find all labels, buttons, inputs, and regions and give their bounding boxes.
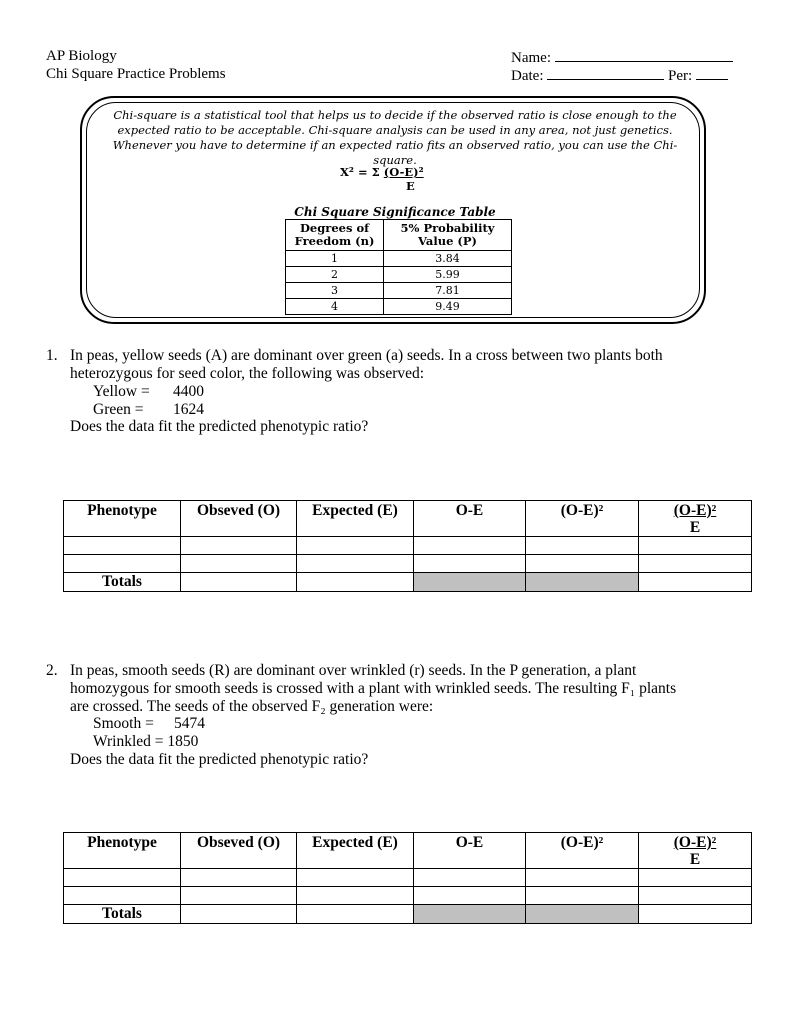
cell-o-minus-e[interactable] [414,869,526,887]
chi-square-formula [340,165,450,193]
question-2-line: homozygous for smooth seeds is crossed with a plant with wrinkled seeds. The resulting F₁ plants [70,680,677,697]
chi-square-intro: Chi-square is a statistical tool that helps us to decide if the observed ratio is close enough to the expected ratio to be acceptable. Chi-square analysis can be used in any area, not just genetics. Whenever you have to determine if an expected ratio fits an observed ratio, you can use the Chi-square. [112,108,678,167]
cell-observed[interactable] [181,555,297,573]
sig-df: 1 [286,251,384,267]
totals-label: Totals [64,573,181,592]
sig-row [286,283,512,299]
sig-df: 4 [286,299,384,315]
cell-chi-term[interactable] [639,555,752,573]
observation-value: 4400 [173,383,204,400]
col-observed: Obseved (O) [181,833,297,869]
cell-expected[interactable] [297,537,414,555]
significance-table [285,219,512,315]
cell-shaded [414,905,526,924]
sig-p: 9.49 [384,299,512,315]
table-row[interactable] [64,887,752,905]
cell-expected[interactable] [297,555,414,573]
sig-row [286,251,512,267]
col-observed: Obseved (O) [181,501,297,537]
sig-p: 7.81 [384,283,512,299]
chi-term-numerator: (O-E)² [673,502,717,519]
totals-row[interactable] [64,905,752,924]
question-1-line: heterozygous for seed color, the following was observed: [70,365,425,382]
cell-chi-term[interactable] [639,869,752,887]
col-expected: Expected (E) [297,501,414,537]
sig-p: 5.99 [384,267,512,283]
chi-term-denominator: E [689,851,701,868]
col-o-minus-e: O-E [414,833,526,869]
table-row[interactable] [64,555,752,573]
chi-term-denominator: E [689,519,701,536]
cell-expected[interactable] [297,887,414,905]
course-name: AP Biology [46,48,117,64]
cell-shaded [526,573,639,592]
sig-header-df: Degrees of Freedom (n) [286,220,384,251]
question-2-text [70,662,750,716]
sig-row [286,299,512,315]
question-2-number: 2. [46,662,58,679]
sig-header-p: 5% Probability Value (P) [384,220,512,251]
col-o-minus-e-squared: (O-E)² [526,501,639,537]
cell-chi-term[interactable] [639,537,752,555]
cell-phenotype[interactable] [64,887,181,905]
cell-o-minus-e[interactable] [414,887,526,905]
cell-phenotype[interactable] [64,537,181,555]
name-label: Name: [511,50,551,66]
cell-observed[interactable] [181,887,297,905]
col-phenotype: Phenotype [64,501,181,537]
question-1-prompt: Does the data fit the predicted phenotypic ratio? [70,418,369,435]
observation-label: Yellow = [93,383,150,400]
sig-row [286,267,512,283]
cell-o-minus-e-squared[interactable] [526,869,639,887]
date-line[interactable] [511,65,728,85]
observation-value: 1624 [173,401,204,418]
significance-table-title: Chi Square Significance Table [294,205,496,219]
period-blank[interactable] [696,65,728,80]
cell-chi-square-total[interactable] [639,905,752,924]
formula-numerator: (O-E)² [383,165,424,179]
cell-observed[interactable] [181,537,297,555]
observation-value: 5474 [174,715,205,732]
cell-o-minus-e-squared[interactable] [526,555,639,573]
question-2-observation-smooth [93,715,205,733]
chi-square-work-table-1 [63,500,752,592]
cell-o-minus-e[interactable] [414,555,526,573]
question-2-line: In peas, smooth seeds (R) are dominant over wrinkled (r) seeds. In the P generation, a plant [70,662,637,679]
observation-value: 1850 [167,733,199,750]
table-row[interactable] [64,537,752,555]
formula-lhs: X² = Σ [340,165,380,179]
cell-expected-total[interactable] [297,573,414,592]
question-2-observation-wrinkled [93,733,198,751]
formula-denominator: E [406,179,415,193]
question-2-prompt: Does the data fit the predicted phenotypic ratio? [70,751,369,768]
col-chi-term [639,501,752,537]
chi-square-work-table-2 [63,832,752,924]
cell-o-minus-e[interactable] [414,537,526,555]
sig-df: 3 [286,283,384,299]
col-expected: Expected (E) [297,833,414,869]
col-phenotype: Phenotype [64,833,181,869]
col-o-minus-e-squared: (O-E)² [526,833,639,869]
cell-observed[interactable] [181,869,297,887]
cell-expected-total[interactable] [297,905,414,924]
name-line[interactable] [511,47,733,67]
sig-p: 3.84 [384,251,512,267]
cell-phenotype[interactable] [64,555,181,573]
totals-row[interactable] [64,573,752,592]
date-label: Date: [511,68,544,84]
sig-df: 2 [286,267,384,283]
question-1-line: In peas, yellow seeds (A) are dominant over green (a) seeds. In a cross between two plants both [70,347,663,364]
observation-label: Wrinkled = [93,733,164,750]
cell-observed-total[interactable] [181,573,297,592]
cell-chi-term[interactable] [639,887,752,905]
question-2-line: are crossed. The seeds of the observed F₂ generation were: [70,698,434,715]
col-chi-term [639,833,752,869]
chi-term-numerator: (O-E)² [673,834,717,851]
observation-label: Green = [93,401,144,418]
period-label: Per: [667,68,693,84]
col-o-minus-e: O-E [414,501,526,537]
question-1-number: 1. [46,347,58,364]
cell-phenotype[interactable] [64,869,181,887]
cell-expected[interactable] [297,869,414,887]
question-1-text [70,347,750,383]
cell-chi-square-total[interactable] [639,573,752,592]
cell-shaded [526,905,639,924]
cell-o-minus-e-squared[interactable] [526,887,639,905]
cell-shaded [414,573,526,592]
question-1-observation-green [93,401,204,419]
table-row[interactable] [64,869,752,887]
totals-label: Totals [64,905,181,924]
name-blank[interactable] [555,47,733,62]
observation-label: Smooth = [93,715,154,732]
cell-o-minus-e-squared[interactable] [526,537,639,555]
question-1-observation-yellow [93,383,204,401]
cell-observed-total[interactable] [181,905,297,924]
worksheet-title: Chi Square Practice Problems [46,66,226,82]
date-blank[interactable] [547,65,664,80]
